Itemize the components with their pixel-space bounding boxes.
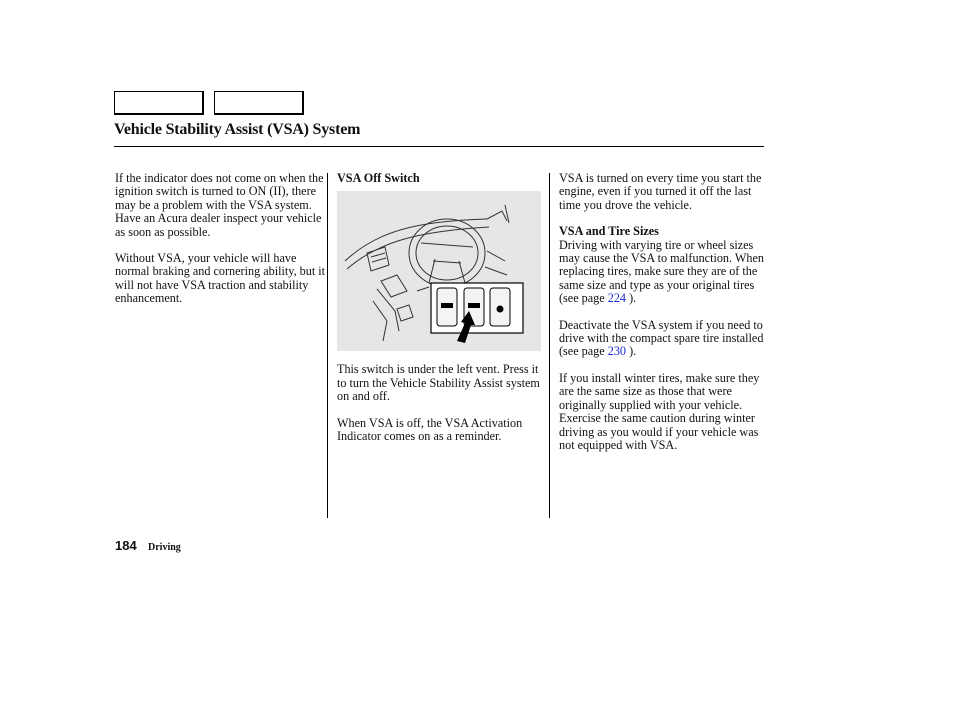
winter-tires-paragraph: If you install winter tires, make sure they are the same size as those that were originally supplied with your vehicle. Exercise the same caution during winter driving as you would if your vehicle was not equipped with VSA. bbox=[559, 370, 760, 452]
page-number: 184 bbox=[115, 538, 137, 553]
nav-tab-1[interactable] bbox=[114, 91, 204, 115]
section-label: Driving bbox=[148, 542, 181, 553]
page-230-link[interactable]: 230 bbox=[607, 344, 627, 359]
without-vsa-paragraph: Without VSA, your vehicle will have normal braking and cornering ability, but it will not have VSA traction and stability enhancement. bbox=[115, 251, 326, 306]
vsa-off-switch-heading: VSA Off Switch bbox=[337, 171, 420, 185]
compact-spare-paragraph bbox=[559, 319, 764, 359]
indicator-paragraph: If the indicator does not come on when the ignition switch is turned to ON (II), there may be a problem with the VSA system. Have an Acura dealer inspect your vehicle as soon as possible. bbox=[115, 171, 324, 239]
compact-spare-text: Deactivate the VSA system if you need to drive with the compact spare tire installed (see page bbox=[559, 317, 764, 359]
nav-tab-2[interactable] bbox=[214, 91, 304, 115]
page-224-link[interactable]: 224 bbox=[607, 291, 627, 306]
tire-sizes-end: ). bbox=[629, 291, 637, 306]
vsa-off-indicator-paragraph: When VSA is off, the VSA Activation Indicator comes on as a reminder. bbox=[337, 415, 523, 444]
tire-sizes-text: Driving with varying tire or wheel sizes may cause the VSA to malfunction. When replacing tires, make sure they are of the same size and type as your original tires (see page bbox=[559, 237, 765, 306]
column-1 bbox=[115, 172, 327, 319]
compact-spare-end: ). bbox=[629, 344, 637, 359]
column-3 bbox=[559, 172, 764, 465]
switch-location-paragraph: This switch is under the left vent. Press it to turn the Vehicle Stability Assist system on and off. bbox=[337, 362, 540, 404]
vsa-on-paragraph: VSA is turned on every time you start the engine, even if you turned it off the last time you drove the vehicle. bbox=[559, 171, 762, 212]
title-rule bbox=[114, 146, 764, 147]
vsa-switch-illustration bbox=[337, 191, 541, 351]
tire-sizes-paragraph bbox=[559, 239, 764, 306]
dashboard-drawing bbox=[337, 191, 541, 351]
tire-sizes-heading: VSA and Tire Sizes bbox=[559, 224, 659, 239]
column-divider-1 bbox=[327, 173, 328, 518]
page-title: Vehicle Stability Assist (VSA) System bbox=[114, 121, 361, 138]
column-divider-2 bbox=[549, 173, 550, 518]
column-2 bbox=[337, 172, 545, 456]
